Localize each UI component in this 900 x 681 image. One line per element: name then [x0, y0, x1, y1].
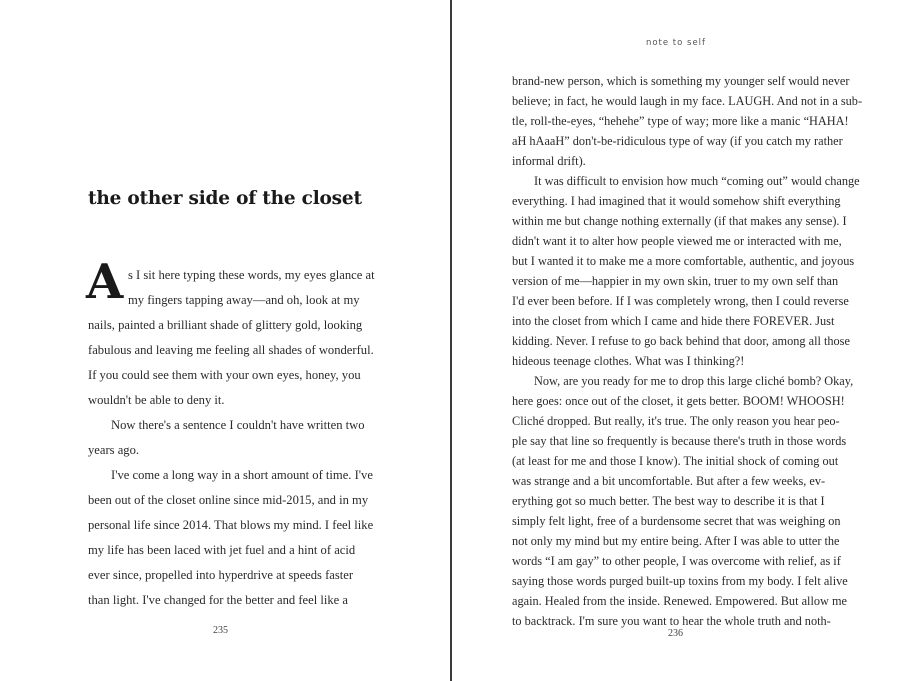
chapter-title: the other side of the closet: [88, 188, 362, 209]
text-line: within me but change nothing externally (if that makes any sense). I: [512, 214, 847, 228]
text-line: simply felt light, free of a burdensome secret that was weighing on: [512, 514, 841, 528]
text-line: ever since, propelled into hyperdrive at speeds faster: [88, 568, 354, 582]
text-line: not only my mind but my entire being. After I was able to utter the: [512, 534, 840, 548]
text-line: here goes: once out of the closet, it gets better. BOOM! WHOOSH!: [512, 394, 845, 408]
text-line: (at least for me and those I know). The initial shock of coming out: [512, 454, 839, 468]
text-line: It was difficult to envision how much “coming out” would change: [534, 174, 860, 188]
page-number: 235: [213, 625, 228, 636]
text-line: saying those words purged built-up toxins from my body. I felt alive: [512, 574, 848, 588]
text-line: wouldn't be able to deny it.: [88, 393, 225, 407]
text-line: kidding. Never. I refuse to go back behind that door, among all those: [512, 334, 850, 348]
text-line: brand-new person, which is something my younger self would never: [512, 74, 850, 88]
text-line: I've come a long way in a short amount of time. I've: [111, 468, 373, 482]
text-line: my life has been laced with jet fuel and a hint of acid: [88, 543, 356, 557]
text-line: words “I am gay” to other people, I was overcome with relief, as if: [512, 554, 841, 568]
text-line: than light. I've changed for the better and feel like a: [88, 593, 348, 607]
page-number: 236: [668, 628, 683, 639]
text-line: again. Healed from the inside. Renewed. Empowered. But allow me: [512, 594, 847, 608]
text-line: nails, painted a brilliant shade of glittery gold, looking: [88, 318, 363, 332]
text-line: hideous teenage clothes. What was I thinking?!: [512, 354, 745, 368]
text-line: If you could see them with your own eyes, honey, you: [88, 368, 361, 382]
text-line: into the closet from which I came and hide there FOREVER. Just: [512, 314, 835, 328]
text-line: been out of the closet online since mid-2015, and in my: [88, 493, 369, 507]
text-line: to backtrack. I'm sure you want to hear the whole truth and noth-: [512, 614, 831, 628]
text-line: erything got so much better. The best way to describe it is that I: [512, 494, 825, 508]
right-page: [452, 0, 900, 681]
text-line: I'd ever been before. If I was completely wrong, then I could reverse: [512, 294, 849, 308]
text-line: Cliché dropped. But really, it's true. The only reason you hear peo-: [512, 414, 840, 428]
text-line: years ago.: [88, 443, 140, 457]
text-line: everything. I had imagined that it would somehow shift everything: [512, 194, 841, 208]
drop-cap: A: [86, 254, 124, 310]
text-line: Now there's a sentence I couldn't have written two: [111, 418, 365, 432]
text-line: tle, roll-the-eyes, “hehehe” type of way; more like a manic “HAHA!: [512, 114, 849, 128]
text-line: version of me—happier in my own skin, truer to my own self than: [512, 274, 839, 288]
text-line: but I wanted it to make me a more comfortable, authentic, and joyous: [512, 254, 855, 268]
text-line: was strange and a bit uncomfortable. But after a few weeks, ev-: [512, 474, 826, 488]
text-line: s I sit here typing these words, my eyes glance at: [128, 268, 375, 282]
text-line: ple say that line so frequently is because there's truth in those words: [512, 434, 847, 448]
text-line: believe; in fact, he would laugh in my face. LAUGH. And not in a sub-: [512, 94, 863, 108]
text-line: Now, are you ready for me to drop this large cliché bomb? Okay,: [534, 374, 854, 388]
running-head: note to self: [645, 38, 707, 48]
text-line: informal drift).: [512, 154, 586, 168]
text-line: didn't want it to alter how people viewed me or interacted with me,: [512, 234, 842, 248]
text-line: my fingers tapping away—and oh, look at my: [128, 293, 360, 307]
text-line: fabulous and leaving me feeling all shades of wonderful.: [88, 343, 374, 357]
text-line: aH hAaaH” don't-be-ridiculous type of way (if you catch my rather: [512, 134, 843, 148]
text-line: personal life since 2014. That blows my mind. I feel like: [88, 518, 374, 532]
